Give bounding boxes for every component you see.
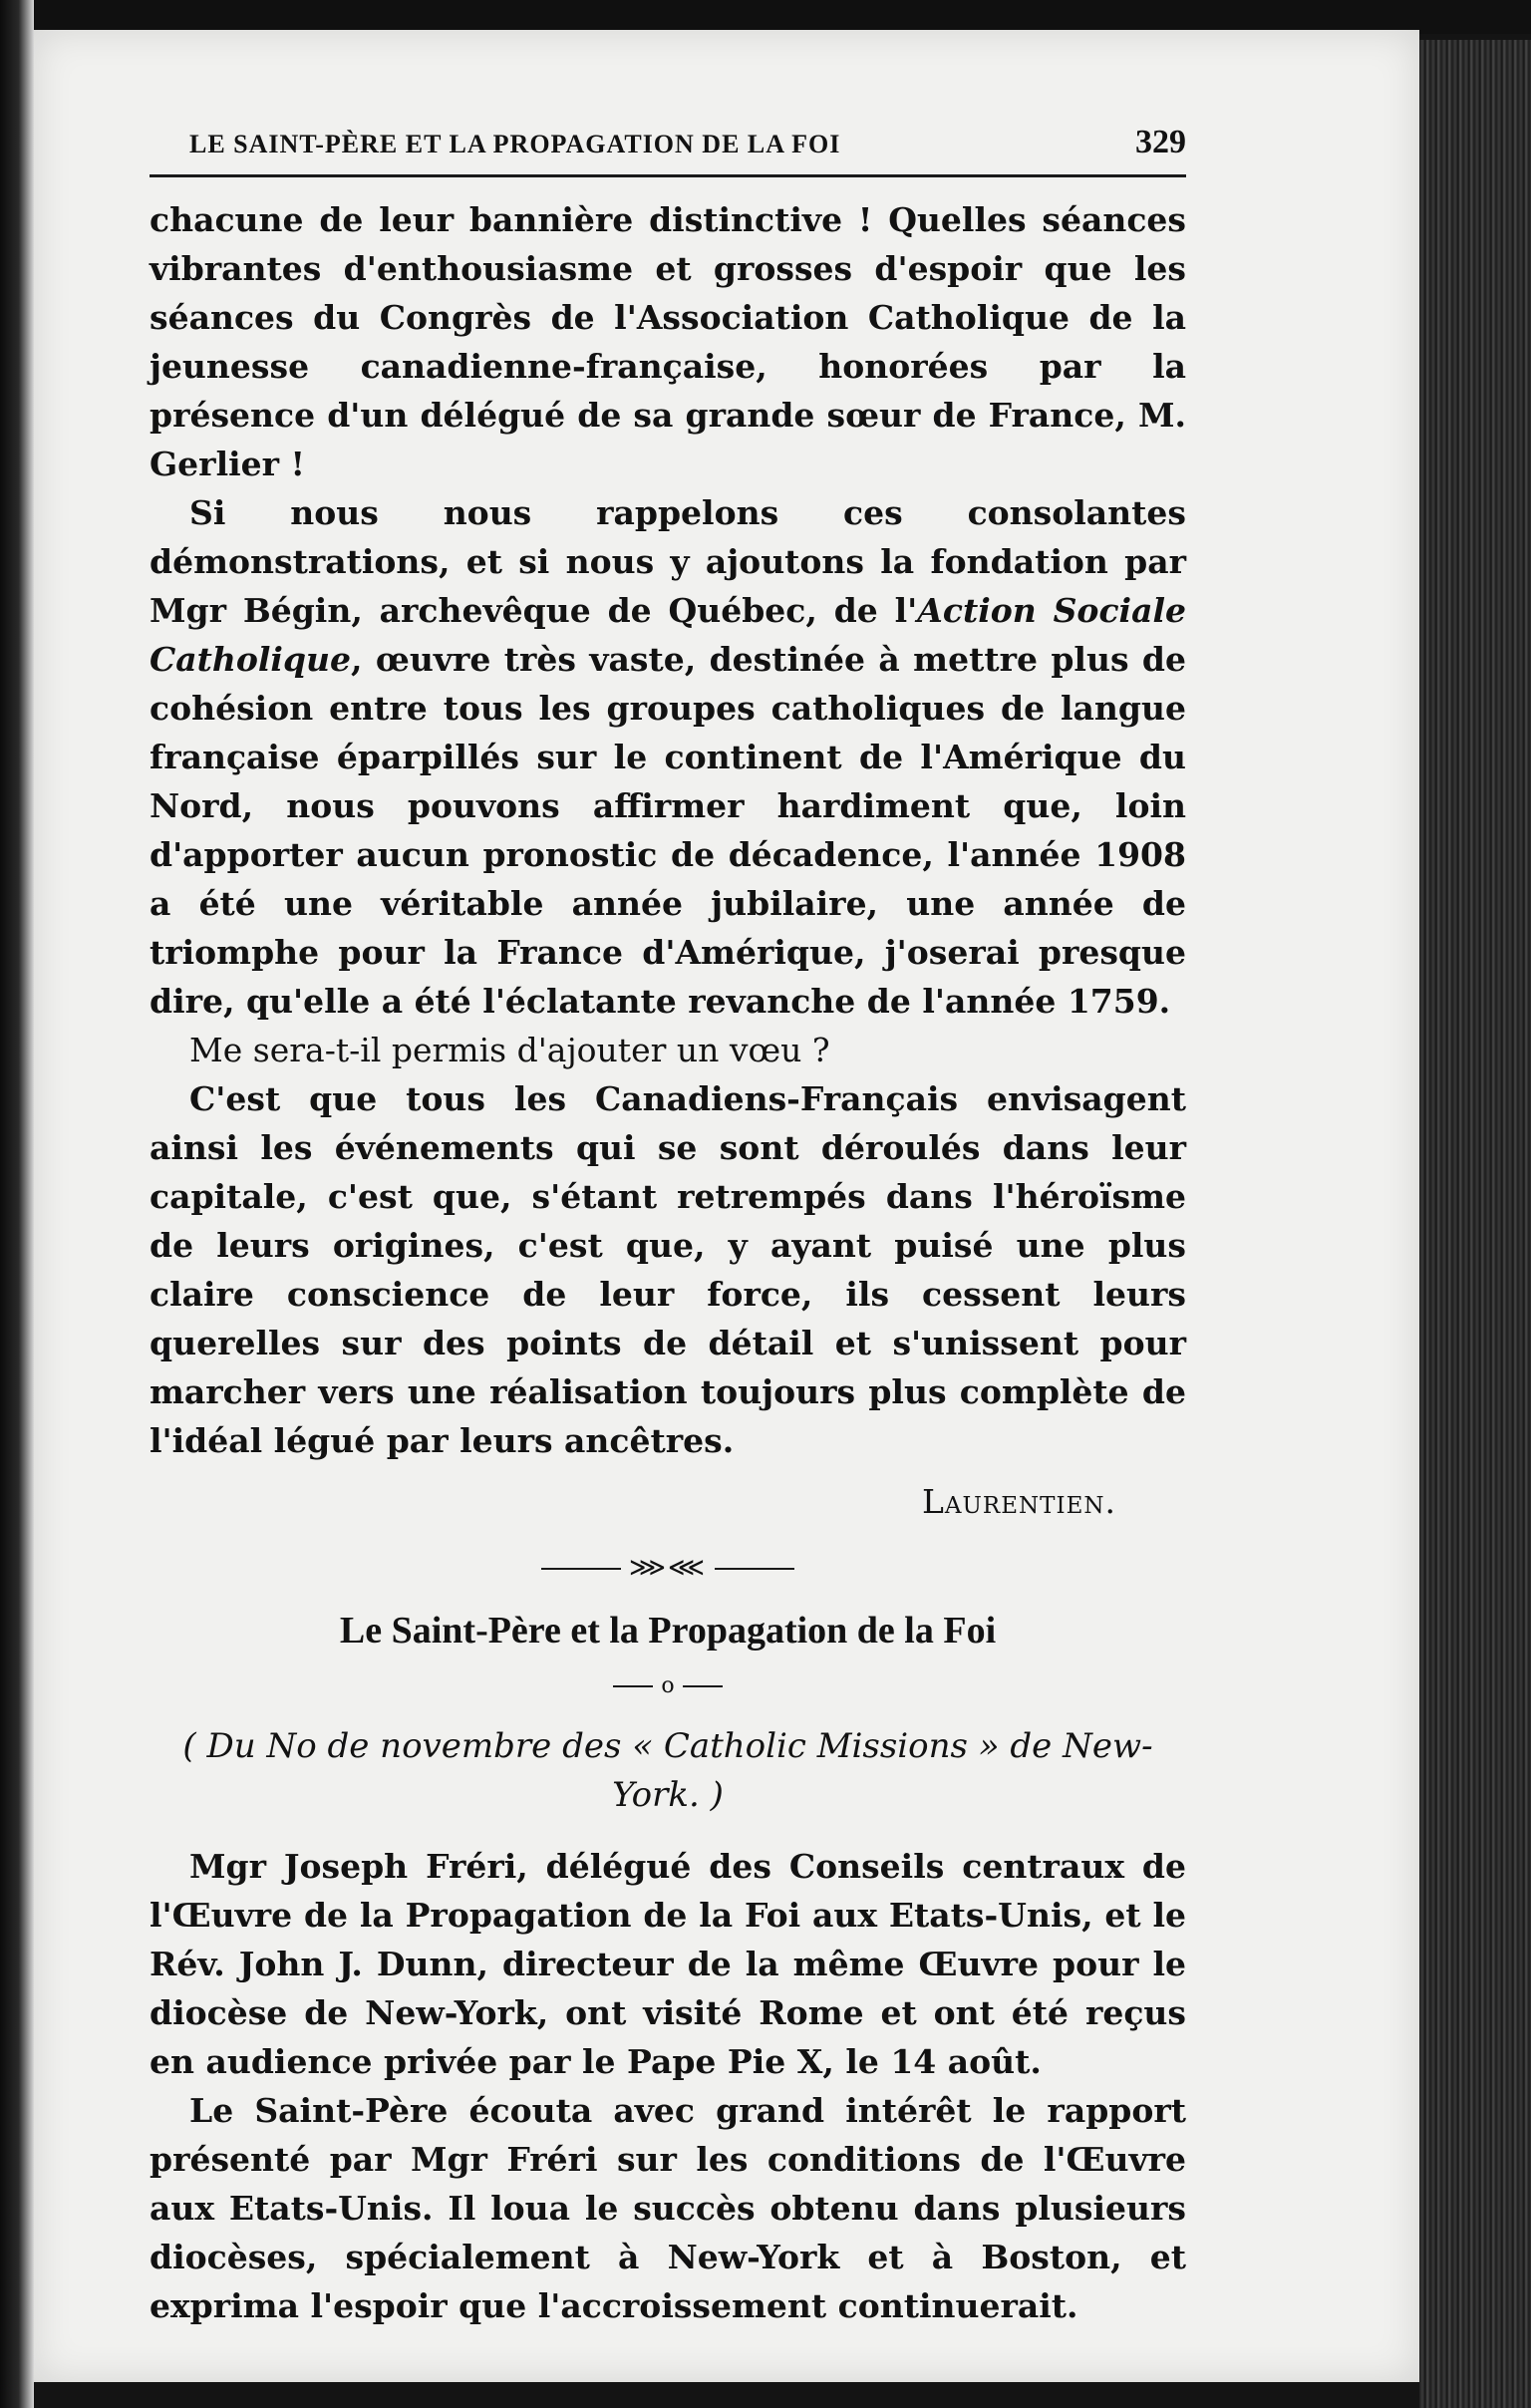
paragraph-voeu: Me sera-t-il permis d'ajouter un vœu ?: [189, 1031, 830, 1069]
paragraph-text: , œuvre très vaste, destinée à mettre plus de cohésion entre tous les groupes catholiques de langue française éparpillés sur le continent de l'Amérique du Nord, nous pouvons affirmer hardiment que, loin d'apporter aucun pronostic de décadence, l'année 1908 a été une véritable année jubilaire, une année de triomphe pour la France d'Amérique, j'oserai presque dire, qu'elle a été l'éclatante revanche de l'année 1759.: [150, 640, 1186, 1021]
paragraph-text: chacune de leur bannière distinctive ! Quelles séances vibrantes d'enthousiasme et grosses d'espoir que les séances du Congrès de l'Association Catholique de la jeunesse canadienne-française, honorées par la présence d'un délégué de sa grande sœur de France, M. Gerlier !: [150, 200, 1186, 483]
paragraph-text: Si nous nous rappelons ces consolantes démonstrations, et si nous y ajoutons la fondation par Mgr Bégin, archevêque de Québec, de l': [150, 493, 1186, 630]
section-title: Le Saint-Père et la Propagation de la Foi: [339, 1610, 997, 1652]
ornament-rule-left: [541, 1568, 621, 1570]
author-signature: Laurentien.: [922, 1482, 1116, 1521]
ornament-rule-right: [715, 1568, 794, 1570]
running-head: LE SAINT-PÈRE ET LA PROPAGATION DE LA FOI: [189, 130, 841, 158]
scan-top-shadow: [0, 0, 1531, 34]
stacked-page-edges: [1419, 40, 1531, 2408]
page-number: 329: [1135, 124, 1186, 160]
italic-work-title: Action Sociale Catholique: [150, 591, 1186, 679]
separator-rule-left: [613, 1685, 653, 1687]
page-text-block: [150, 118, 1186, 2330]
paragraph-continuation: [150, 195, 1186, 488]
paragraph-freri: Mgr Joseph Fréri, délégué des Conseils centraux de l'Œuvre de la Propagation de la Foi aux Etats-Unis, et le Rév. John J. Dunn, directeur de la même Œuvre pour le diocèse de New-York, ont visité Rome et ont été reçus en audience privée par le Pape Pie X, le 14 août.: [150, 1847, 1186, 2081]
paragraph-saint-pere: Le Saint-Père écouta avec grand intérêt le rapport présenté par Mgr Fréri sur les conditions de l'Œuvre aux Etats-Unis. Il loua le succès obtenu dans plusieurs diocèses, spécialement à New-York et à Boston, et exprima l'espoir que l'accroissement continuerait.: [150, 2091, 1186, 2325]
book-gutter-shadow: [0, 0, 34, 2408]
ornament-glyph: ⋙⋘: [629, 1553, 707, 1583]
article-source: ( Du No de novembre des « Catholic Missions » de New-York. ): [182, 1726, 1153, 1815]
paragraph-fondation: [150, 488, 1186, 1026]
separator-glyph: o: [661, 1673, 675, 1698]
section-ornament: [150, 1544, 1186, 1593]
title-separator: [150, 1661, 1186, 1710]
separator-rule-right: [683, 1685, 723, 1687]
paragraph-canadiens: C'est que tous les Canadiens-Français envisagent ainsi les événements qui se sont déroulés dans leur capitale, c'est que, s'étant retrempés dans l'héroïsme de leurs origines, c'est que, y ayant puisé une plus claire conscience de leur force, ils cessent leurs querelles sur des points de détail et s'unissent pour marcher vers une réalisation toujours plus complète de l'idéal légué par leurs ancêtres.: [150, 1079, 1186, 1460]
page-header: [150, 118, 1186, 177]
